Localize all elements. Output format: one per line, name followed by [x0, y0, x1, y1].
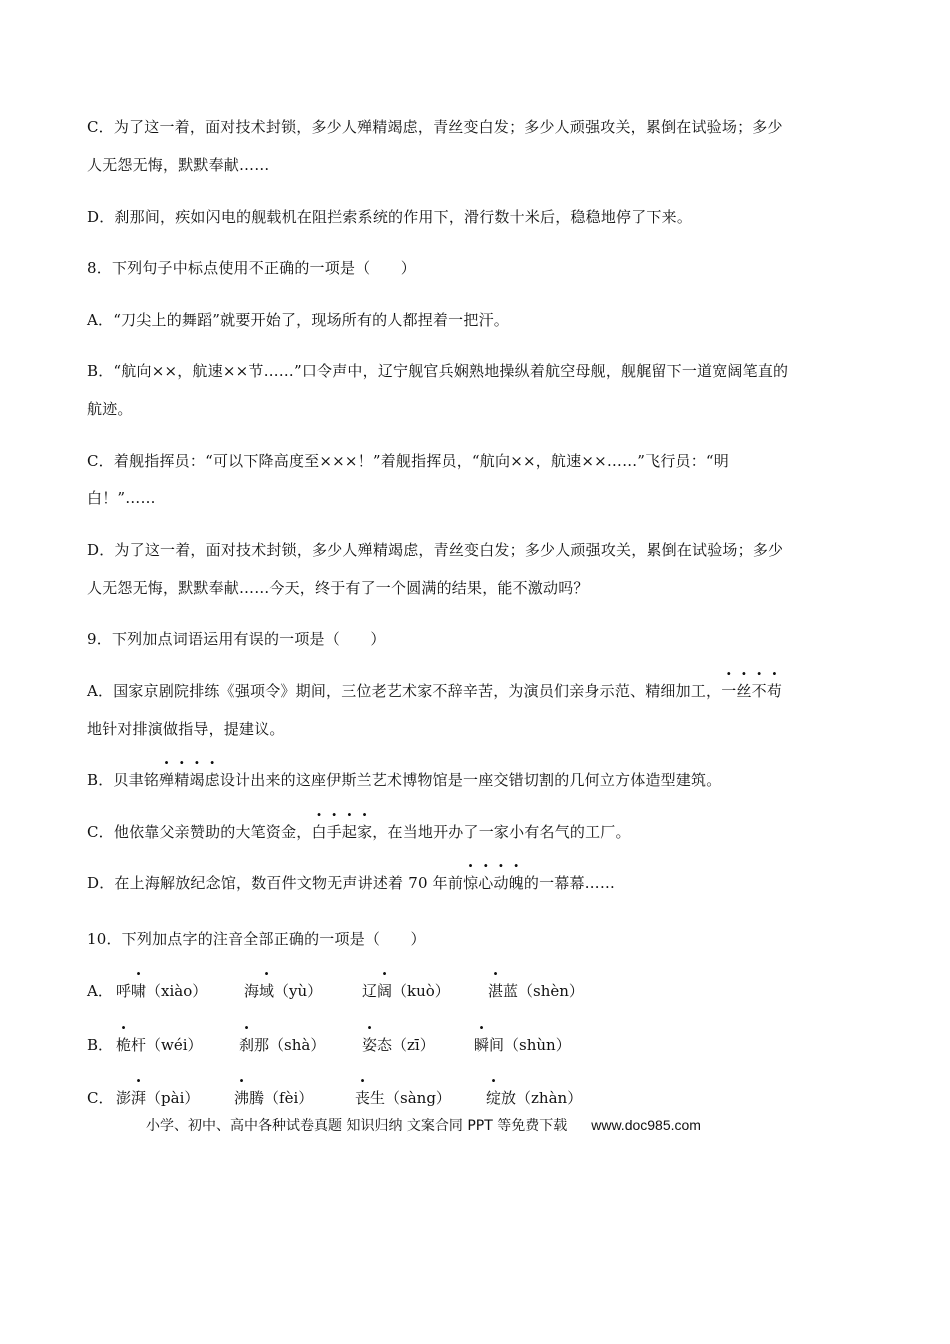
dotted-char: 动: [493, 874, 509, 892]
q9-d-text-post: 的一幕幕……: [523, 874, 616, 892]
q9-c-text: C．他依靠父亲赞助的大笔资金，: [87, 823, 312, 841]
dotted-char: 瞬: [474, 1036, 490, 1054]
dotted-char: 苟: [766, 682, 783, 700]
q8-option-c-line1: C．着舰指挥员：“可以下降高度至×××！”着舰指挥员，“航向××，航速××……”飞行员：“明: [87, 452, 730, 470]
q8-option-c-line2: 白！”……: [87, 489, 156, 507]
q9-option-d: [87, 872, 615, 894]
q8-option-d-line1: D．为了这一着，面对技术封锁，多少人殚精竭虑，青丝变白发；多少人顽强攻关，累倒在试验场；多少: [87, 541, 784, 559]
q9-option-a-line1: [87, 680, 782, 702]
pinyin-item: 桅杆（wéi）: [116, 1036, 203, 1054]
dotted-char: 精: [174, 771, 190, 789]
pinyin-item: 湛蓝（shèn）: [488, 982, 584, 1000]
dotted-char: 虑: [204, 771, 220, 789]
q8-option-d-line2: 人无怨无悔，默默奉献……今天，终于有了一个圆满的结果，能不激动吗？: [87, 579, 589, 597]
dotted-char: 域: [259, 982, 275, 1000]
dotted-char: 白: [311, 823, 327, 841]
q10-stem: 10．下列加点字的注音全部正确的一项是（ ）: [87, 930, 426, 948]
footer-text: 小学、初中、高中各种试卷真题 知识归纳 文案合同 PPT 等免费下载: [146, 1118, 568, 1134]
pinyin-item: 澎湃（pài）: [116, 1089, 200, 1107]
pinyin-item: 姿态（zī）: [362, 1036, 435, 1054]
page-footer: [146, 1114, 701, 1137]
dotted-char: 惊: [463, 874, 479, 892]
q8-option-a: A．“刀尖上的舞蹈”就要开始了，现场所有的人都捏着一把汗。: [87, 311, 509, 329]
dotted-char: 阔: [377, 982, 393, 1000]
dotted-char: 不: [751, 682, 767, 700]
dotted-char: 姿: [362, 1036, 378, 1054]
q9-option-a-line2: 地针对排演做指导，提建议。: [87, 720, 285, 738]
pinyin-item: 绽放（zhàn）: [486, 1089, 583, 1107]
pinyin-item: 海域（yù）: [244, 982, 323, 1000]
q8-stem: 8．下列句子中标点使用不正确的一项是（ ）: [87, 259, 416, 277]
q9-option-b: [87, 769, 721, 791]
dotted-char: 刹: [239, 1036, 255, 1054]
option-label: A．: [87, 982, 113, 1000]
dotted-char: 丝: [736, 682, 752, 700]
dotted-char: 家: [357, 823, 373, 841]
dotted-char: 啸: [131, 982, 147, 1000]
dotted-char: 心: [478, 874, 494, 892]
q7-option-d: D．刹那间，疾如闪电的舰载机在阻拦索系统的作用下，滑行数十米后，稳稳地停了下来。: [87, 208, 693, 226]
q9-option-c: [87, 821, 631, 843]
dotted-char: 丧: [355, 1089, 371, 1107]
option-label: C．: [87, 1089, 114, 1107]
q9-b-text-post: 设计出来的这座伊斯兰艺术博物馆是一座交错切割的几何立方体造型建筑。: [219, 771, 722, 789]
q9-stem: 9．下列加点词语运用有误的一项是（ ）: [87, 630, 386, 648]
dotted-char: 殚: [159, 771, 175, 789]
q9-c-text-post: ，在当地开办了一家小有名气的工厂。: [372, 823, 631, 841]
dotted-char: 起: [341, 823, 358, 841]
q9-b-text: B．贝聿铭: [87, 771, 160, 789]
q7-option-c-line2: 人无怨无悔，默默奉献……: [87, 156, 270, 174]
pinyin-item: 瞬间（shùn）: [474, 1036, 571, 1054]
dotted-char: 竭: [189, 771, 205, 789]
dotted-char: 湃: [131, 1089, 147, 1107]
dotted-char: 魄: [508, 874, 524, 892]
dotted-char: 沸: [234, 1089, 250, 1107]
dotted-char: 湛: [488, 982, 504, 1000]
pinyin-item: 呼啸（xiào）: [116, 982, 208, 1000]
dotted-char: 一: [721, 682, 737, 700]
q8-option-b-line1: B．“航向××，航速××节……”口令声中，辽宁舰官兵娴熟地操纵着航空母舰，舰艉留下一道宽阔笔直的: [87, 362, 789, 380]
pinyin-item: 沸腾（fèi）: [234, 1089, 314, 1107]
q8-option-b-line2: 航迹。: [87, 400, 133, 418]
dotted-char: 绽: [486, 1089, 502, 1107]
pinyin-item: 辽阔（kuò）: [362, 982, 450, 1000]
q9-d-text: D．在上海解放纪念馆，数百件文物无声讲述着 70 年前: [87, 874, 464, 892]
pinyin-item: 丧生（sàng）: [355, 1089, 451, 1107]
dotted-char: 桅: [116, 1036, 132, 1054]
dotted-char: 手: [326, 823, 342, 841]
footer-url[interactable]: www.doc985.com: [591, 1117, 701, 1133]
pinyin-item: 刹那（shà）: [239, 1036, 326, 1054]
q7-option-c-line1: C．为了这一着，面对技术封锁，多少人殚精竭虑，青丝变白发；多少人顽强攻关，累倒在试验场；多少: [87, 118, 783, 136]
option-label: B．: [87, 1036, 114, 1054]
q9-a-text: A．国家京剧院排练《强项令》期间，三位老艺术家不辞辛苦，为演员们亲身示范、精细加工，: [87, 682, 722, 700]
